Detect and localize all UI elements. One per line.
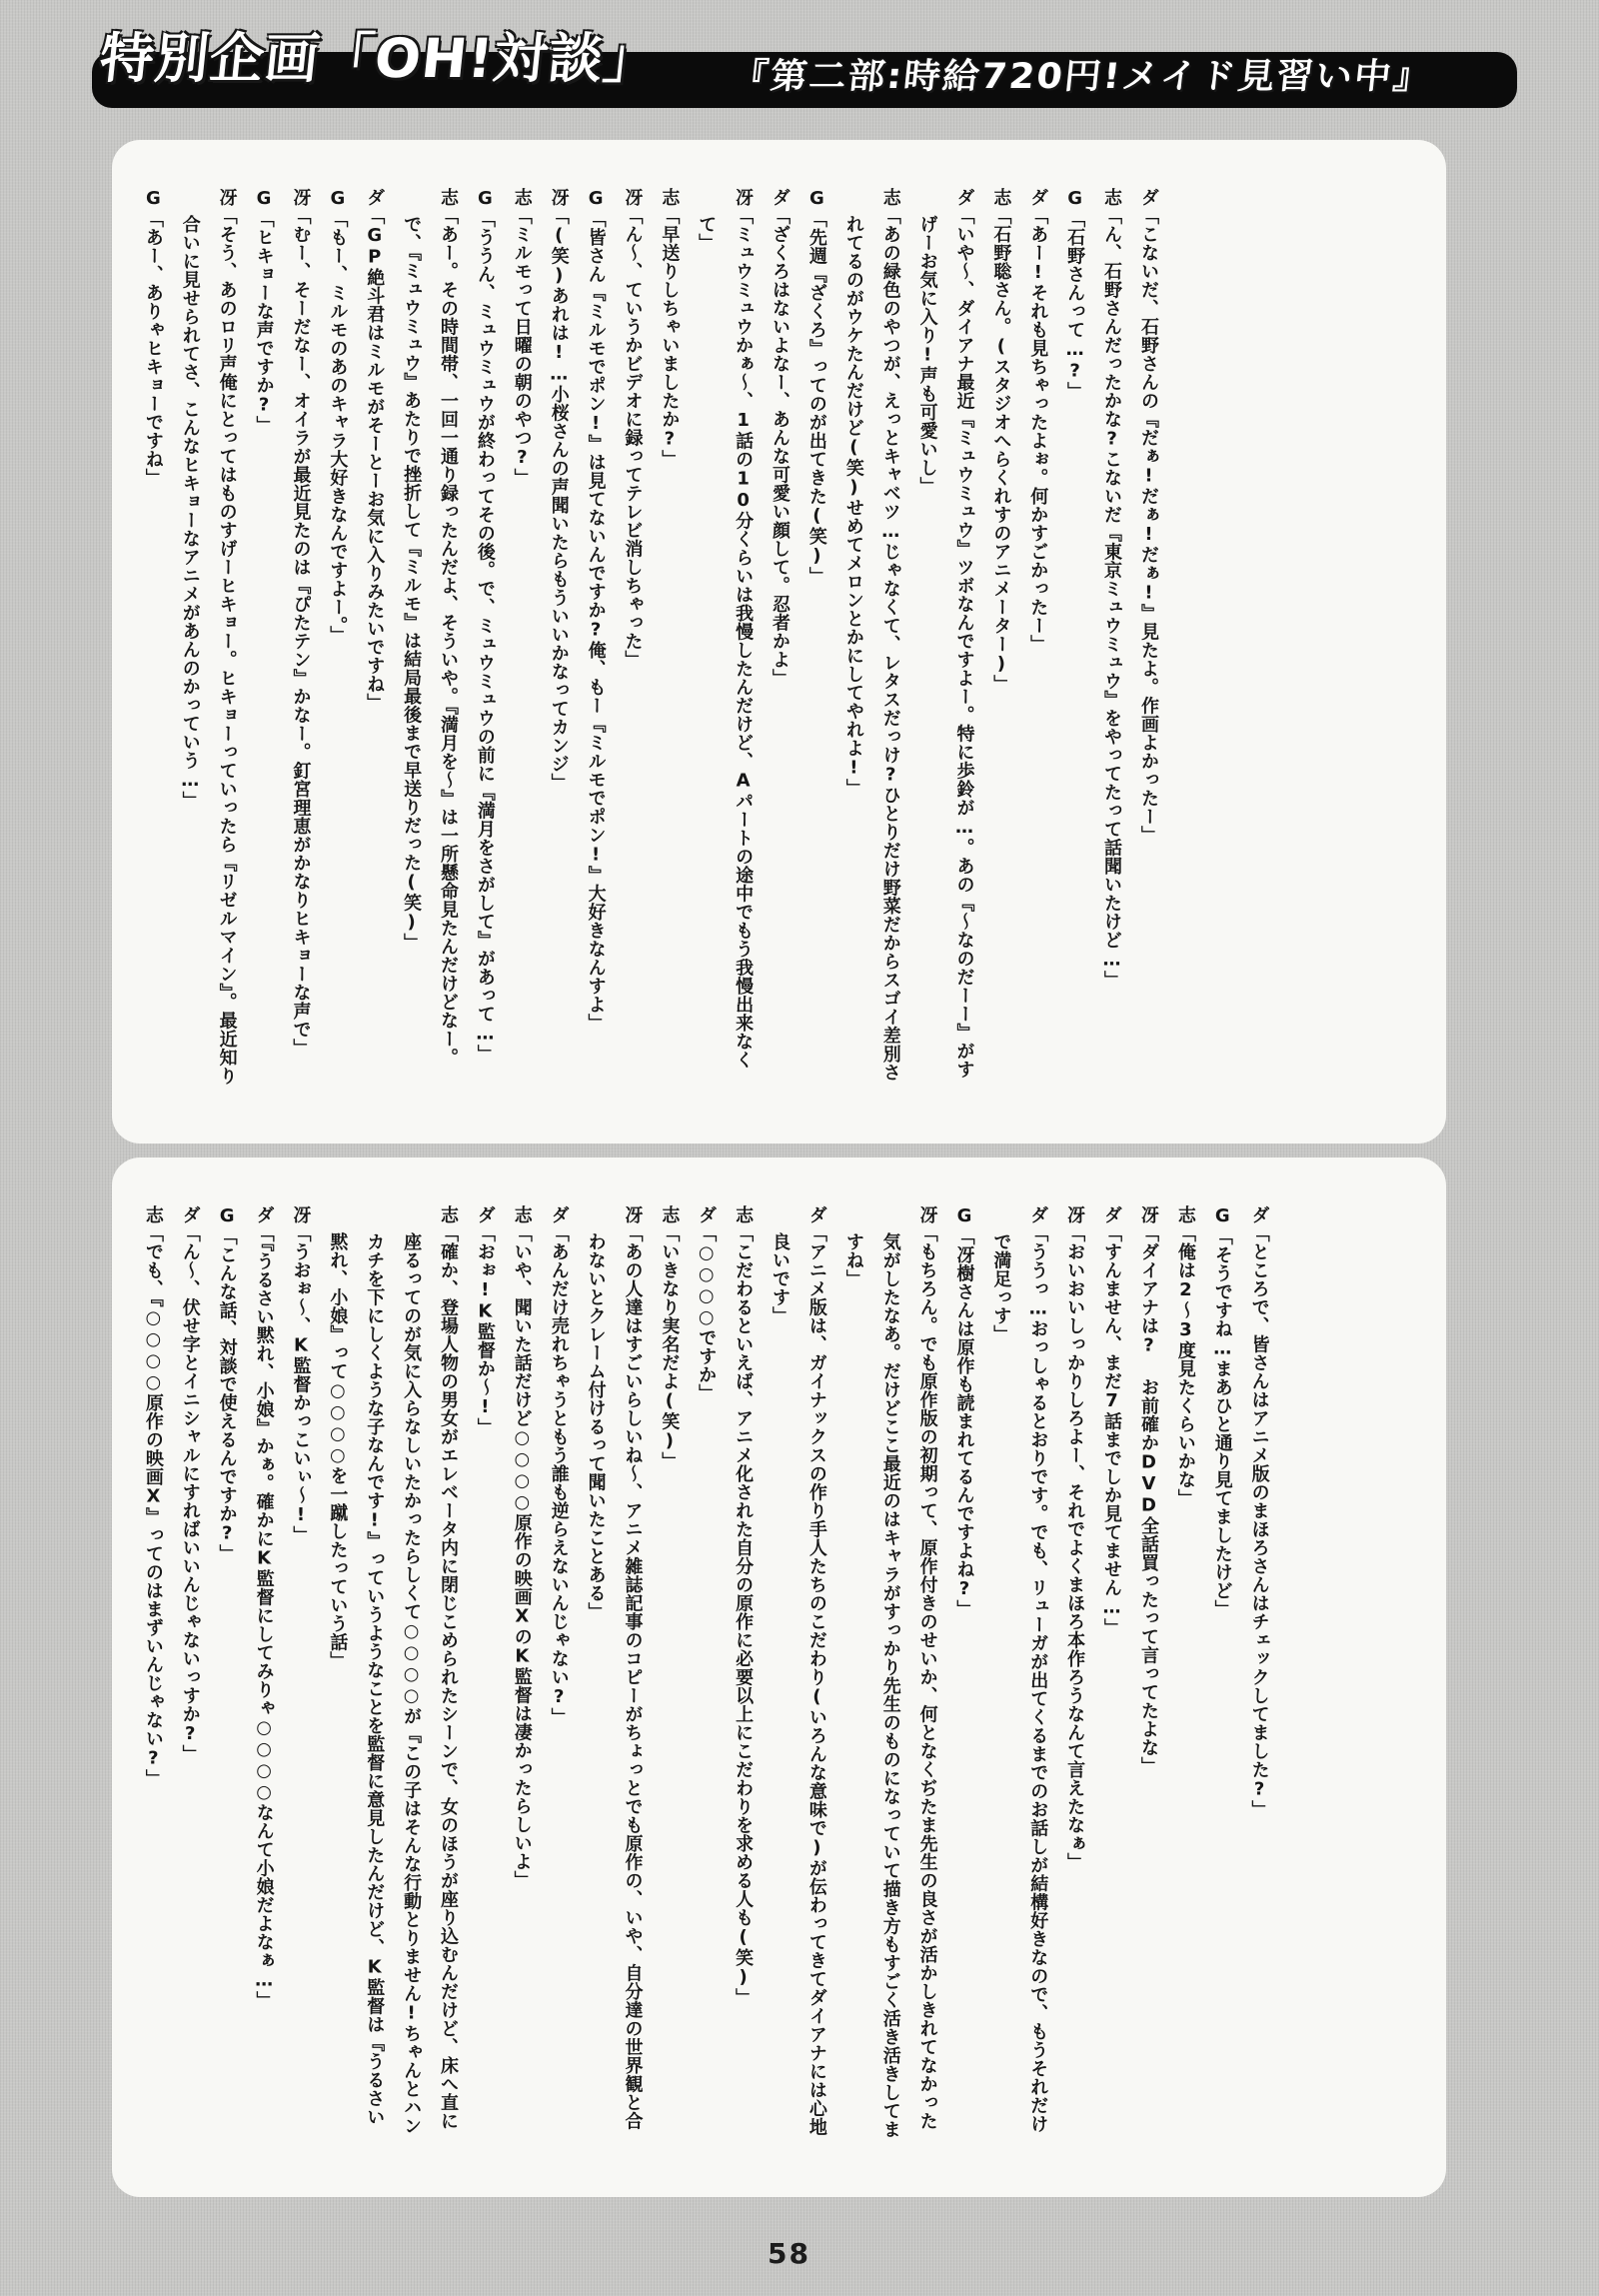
utterance-text: 「俺は2〜3度見たくらいかな」 [1174, 1223, 1196, 1507]
dialogue-line [208, 1205, 245, 2141]
utterance-text: 「アニメ版は、ガイナックスの作り手人たちのこだわり(いろんな意味で)が伝わってきてダイアナには心地良いです」 [770, 1223, 827, 2136]
speaker-label: G [1064, 188, 1086, 210]
speaker-label: ダ [805, 1205, 827, 1224]
dialogue-line [1055, 1205, 1092, 2141]
dialogue-line [687, 188, 761, 1088]
speaker-label: 冴 [916, 1205, 938, 1224]
dialogue-line [503, 1205, 540, 2141]
speaker-label: G [327, 188, 349, 210]
dialogue-line [282, 188, 319, 1088]
utterance-text: 「むー、そーだなー、オイラが最近見たのは『ぴたテン』かなー。釘宮理恵がかなりヒキョーな声で」 [290, 206, 312, 1058]
page-subtitle: 『第二部:時給720円!メイド見習い中』 [729, 57, 1434, 97]
speaker-label: ダ [696, 1205, 718, 1224]
speaker-label: G [1211, 1205, 1233, 1227]
dialogue-line [134, 1205, 171, 2141]
utterance-text: 「あー、ありゃヒキョーですね」 [142, 209, 164, 487]
dialogue-line [392, 188, 466, 1088]
utterance-text: 「こだわるといえば、アニメ化された自分の原作に必要以上にこだわりを求める人も(笑)」 [733, 1223, 755, 2007]
utterance-text: 「あんだけ売れちゃうともう誰も逆らえないんじゃない?」 [548, 1223, 570, 1726]
dialogue-line [1240, 1205, 1277, 2141]
speaker-label: 志 [511, 188, 533, 207]
speaker-label: G [585, 188, 607, 210]
utterance-text: 「そうですね…まあひと通り見てましたけど」 [1211, 1226, 1233, 1618]
utterance-text: 「早送りしちゃいましたか?」 [659, 206, 681, 469]
dialogue-line [761, 1205, 834, 2141]
dialogue-line [503, 188, 540, 1088]
dialogue-line [540, 1205, 577, 2141]
dialogue-line [171, 1205, 208, 2141]
dialogue-line [245, 1205, 282, 2141]
utterance-text: 「ううん、ミュウミュウが終わってその後。で、ミュウミュウの前に『満月をさがして』があって…」 [474, 209, 496, 1064]
utterance-text: 「石野さんって…?」 [1064, 209, 1086, 401]
dialogue-block-1 [134, 188, 1166, 1088]
dialogue-line [650, 188, 687, 1088]
speaker-label: 志 [438, 1205, 460, 1224]
speaker-label: ダ [1027, 188, 1049, 207]
speaker-label: 志 [438, 188, 460, 207]
dialogue-line [318, 188, 355, 1088]
utterance-text: 「そう、あのロリ声俺にとってはものすげーヒキョー。ヒキョーっていったら『リゼルマイン』。最近知り合いに見せられてさ、こんなヒキョーなアニメがあんのかっていう…」 [179, 206, 238, 1086]
utterance-text: 「石野聡さん。(スタジオへらくれすのアニメーター)」 [990, 206, 1012, 694]
speaker-label: 志 [142, 1205, 164, 1224]
dialogue-block-2 [134, 1205, 1277, 2141]
dialogue-line [981, 188, 1018, 1088]
dialogue-line [355, 188, 392, 1088]
speaker-label: ダ [548, 1205, 570, 1224]
dialogue-line [1092, 188, 1129, 1088]
speaker-label: G [805, 188, 827, 210]
page-number: 58 [768, 2237, 810, 2270]
header [92, 27, 1517, 126]
utterance-text: 「ん〜、ていうかビデオに録ってテレビ消しちゃった」 [622, 206, 644, 669]
speaker-label: 冴 [1064, 1205, 1086, 1224]
dialogue-line [614, 188, 651, 1088]
speaker-label: ダ [770, 188, 792, 207]
utterance-text: 「ざくろはないよなー、あんな可愛い顔して。忍者かよ」 [770, 206, 792, 688]
utterance-text: 「いや、聞いた話だけど○○○○原作の映画XのK監督は凄かったらしいよ」 [511, 1223, 533, 1889]
speaker-label: 志 [659, 188, 681, 207]
dialogue-line [724, 1205, 761, 2141]
utterance-text: 「(笑)あれは!…小桜さんの声聞いたらもういいかなってカンジ」 [548, 206, 570, 792]
speaker-label: G [142, 188, 164, 210]
speaker-label: G [474, 188, 496, 210]
speaker-label: 志 [659, 1205, 681, 1224]
speaker-label: ダ [1137, 188, 1159, 207]
utterance-text: 「こんな話、対談で使えるんですか?」 [216, 1226, 238, 1563]
utterance-text: 「あの緑色のやつが、えっとキャベツ…じゃなくて、レタスだっけ?ひとりだけ野菜だからスゴイ差別されてるのがウケたんだけど(笑)せめてメロンとかにしてやれよ!」 [842, 206, 901, 1082]
utterance-text: 「冴樹さんは原作も読まれてるんですよね?」 [953, 1226, 975, 1618]
dialogue-line [577, 188, 614, 1088]
speaker-label: ダ [253, 1205, 275, 1224]
speaker-label: ダ [1101, 1205, 1123, 1224]
utterance-text: 「○○○○ですか」 [696, 1223, 718, 1402]
dialogue-line [466, 188, 503, 1088]
dialogue-line [134, 188, 171, 1088]
speaker-label: 冴 [622, 1205, 644, 1224]
utterance-text: 「GP絶斗君はミルモがそーとーお気に入りみたいですね」 [364, 206, 386, 712]
dialogue-line [540, 188, 577, 1088]
dialogue-line [171, 188, 245, 1088]
utterance-text: 「おぉ!K監督か〜!」 [474, 1223, 496, 1436]
speaker-label: 冴 [1137, 1205, 1159, 1224]
utterance-text: 「いや〜、ダイアナ最近『ミュウミュウ』ツボなんですよー。特に歩鈴が…。あの『〜なのだーー』がすげーお気に入り!声も可愛いし」 [916, 206, 975, 1079]
dialogue-line [981, 1205, 1055, 2141]
utterance-text: 「でも、『○○○○原作の映画X』ってのはまずいんじゃない?」 [142, 1223, 164, 1788]
speaker-label: 冴 [733, 188, 755, 207]
utterance-text: 「ヒキョーな声ですか?」 [253, 209, 275, 435]
dialogue-line [834, 1205, 945, 2141]
utterance-text: 「『うるさい黙れ、小娘』かぁ。確かにK監督にしてみりゃ○○○○なんて小娘だよなぁ…」 [253, 1223, 275, 2010]
speaker-label: 冴 [622, 188, 644, 207]
utterance-text: 「すんません、まだ7話までしか見てません…」 [1101, 1223, 1123, 1637]
utterance-text: 「ううっ…おっしゃるとおりです。でも、リューガが出てくるまでのお話しが結構好きなので、もうそれだけで満足っす」 [990, 1223, 1049, 2133]
speaker-label: 志 [733, 1205, 755, 1224]
dialogue-line [650, 1205, 687, 2141]
dialogue-line [1018, 188, 1055, 1088]
speaker-label: G [953, 1205, 975, 1227]
speaker-label: ダ [1027, 1205, 1049, 1224]
utterance-text: 「ん〜、伏せ字とイニシャルにすればいいんじゃないっすか?」 [179, 1223, 201, 1763]
dialogue-line [798, 188, 834, 1088]
utterance-text: 「ん、石野さんだったかな?こないだ『東京ミュウミュウ』をやってたって話聞いたけど…」 [1101, 206, 1123, 990]
dialogue-line [687, 1205, 724, 2141]
dialogue-line [282, 1205, 319, 2141]
dialogue-line [1129, 188, 1166, 1088]
utterance-text: 「ミュウミュウかぁ〜、1話の10分くらいは我慢したんだけど、Aパートの途中でもう我慢出来なくて」 [696, 206, 755, 1070]
dialogue-panel-2 [112, 1157, 1446, 2197]
utterance-text: 「いきなり実名だよ(笑)」 [659, 1223, 681, 1470]
speaker-label: 志 [990, 188, 1012, 207]
utterance-text: 「先週『ざくろ』ってのが出てきた(笑)」 [805, 209, 827, 586]
utterance-text: 「あの人達はすごいらしいね〜、アニメ雑誌記事のコピーがちょっとでも原作の、いや、自分達の世界観と合わないとクレーム付けるって聞いたことある」 [585, 1223, 644, 2130]
dialogue-line [1166, 1205, 1203, 2141]
utterance-text: 「確か、登場人物の男女がエレベータ内に閉じこめられたシーンで、女のほうが座り込むんだけど、床へ直に座るってのが気に入らなしいたかったらしくて○○○○が『この子はそんな行動とりません!ちゃんとハンカチを下にしくような子なんです!』っていうようなことを監督に意見したんだけど、K監督は『うるさい黙れ、小娘』って○○○○を一蹴したっていう話」 [327, 1223, 460, 2135]
dialogue-line [1092, 1205, 1129, 2141]
page-title: 特別企画「OH!対談」 [96, 27, 663, 90]
dialogue-line [834, 188, 908, 1088]
utterance-text: 「ところで、皆さんはアニメ版のまほろさんはチェックしてました?」 [1248, 1223, 1270, 1819]
utterance-text: 「もー、ミルモのあのキャラ大好きなんですよー。」 [327, 209, 349, 645]
speaker-label: 志 [511, 1205, 533, 1224]
utterance-text: 「ミルモって日曜の朝のやつ?」 [511, 206, 533, 487]
utterance-text: 「ダイアナは? お前確かDVD全話買ったって言ってたよな」 [1137, 1223, 1159, 1775]
dialogue-line [1129, 1205, 1166, 2141]
speaker-label: G [253, 188, 275, 210]
speaker-label: ダ [1248, 1205, 1270, 1224]
speaker-label: G [216, 1205, 238, 1227]
dialogue-line [908, 188, 982, 1088]
dialogue-line [945, 1205, 982, 2141]
dialogue-line [1203, 1205, 1240, 2141]
utterance-text: 「うおぉ〜、K監督かっこいぃ〜!」 [290, 1223, 312, 1544]
utterance-text: 「もちろん。でも原作版の初期って、原作付きのせいか、何となくぢたま先生の良さが活かしきれてなかった気がしたなあ。だけどここ最近のはキャラがすっかり先生のものになっていて描き方もすごく活き活きしてますね」 [842, 1223, 938, 2139]
dialogue-line [466, 1205, 503, 2141]
utterance-text: 「あー!それも見ちゃったよぉ。何かすごかったー」 [1027, 206, 1049, 654]
speaker-label: 志 [879, 188, 901, 207]
speaker-label: 志 [1174, 1205, 1196, 1224]
speaker-label: 冴 [216, 188, 238, 207]
speaker-label: 冴 [290, 1205, 312, 1224]
dialogue-panel-1 [112, 140, 1446, 1144]
speaker-label: ダ [953, 188, 975, 207]
utterance-text: 「こないだ、石野さんの『だぁ!だぁ!だぁ!』見たよ。作画よかったー」 [1137, 206, 1159, 845]
speaker-label: 志 [1101, 188, 1123, 207]
utterance-text: 「皆さん『ミルモでポン!』は見てないんですか?俺、もー『ミルモでポン!』大好きなんすよ」 [585, 209, 607, 1033]
dialogue-line [318, 1205, 466, 2141]
utterance-text: 「あー。その時間帯、一回一通り録ったんだよ、そういや。『満月を〜』は一所懸命見たんだけどなー。で、『ミュウミュウ』あたりで挫折して『ミルモ』は結局最後まで早送りだった(笑)」 [401, 206, 460, 1067]
dialogue-line [245, 188, 282, 1088]
speaker-label: 冴 [548, 188, 570, 207]
speaker-label: ダ [179, 1205, 201, 1224]
dialogue-line [577, 1205, 651, 2141]
speaker-label: ダ [364, 188, 386, 207]
dialogue-line [761, 188, 798, 1088]
speaker-label: ダ [474, 1205, 496, 1224]
dialogue-line [1055, 188, 1092, 1088]
speaker-label: 冴 [290, 188, 312, 207]
utterance-text: 「おいおいしっかりしろよー、それでよくまほろ本作ろうなんて言えたなぁ」 [1064, 1223, 1086, 1871]
